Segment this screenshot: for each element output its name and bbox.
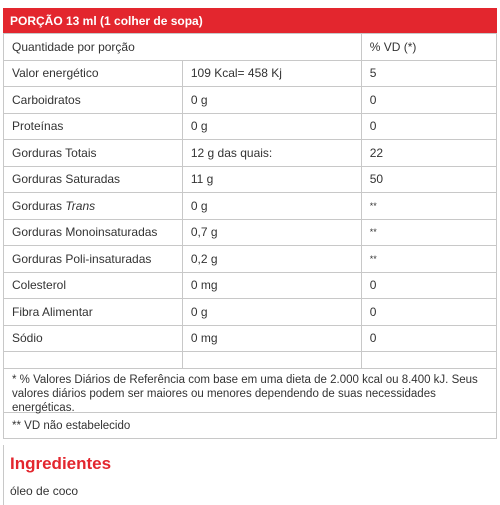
nutrient-vd: ** <box>361 193 496 220</box>
nutrient-name: Proteínas <box>4 113 183 140</box>
nutrient-amount: 0,7 g <box>182 219 361 246</box>
nutrient-amount: 0 mg <box>182 272 361 299</box>
nutrient-vd: 50 <box>361 166 496 193</box>
nutrient-vd: 0 <box>361 299 496 326</box>
nutrition-panel <box>3 8 497 505</box>
nutrient-name-italic: Trans <box>65 198 96 213</box>
table-row-empty <box>4 352 497 369</box>
ingredients-section <box>3 445 497 505</box>
nutrient-name: Carboidratos <box>4 87 183 114</box>
table-row <box>4 219 497 246</box>
header-vd: % VD (*) <box>361 34 496 61</box>
table-row <box>4 325 497 352</box>
table-row <box>4 140 497 167</box>
table-row <box>4 87 497 114</box>
table-row <box>4 166 497 193</box>
portion-label: PORÇÃO 13 ml (1 colher de sopa) <box>10 13 203 28</box>
nutrient-vd: ** <box>361 219 496 246</box>
nutrient-name: Sódio <box>4 325 183 352</box>
portion-header <box>3 8 497 33</box>
table-row <box>4 113 497 140</box>
nutrient-name: Valor energético <box>4 60 183 87</box>
nutrient-name: Gorduras Saturadas <box>4 166 183 193</box>
nutrient-amount: 109 Kcal= 458 Kj <box>182 60 361 87</box>
nutrient-vd: 5 <box>361 60 496 87</box>
empty-cell <box>4 352 183 369</box>
empty-cell <box>182 352 361 369</box>
nutrient-vd: 22 <box>361 140 496 167</box>
table-row <box>4 272 497 299</box>
nutrient-vd: 0 <box>361 325 496 352</box>
nutrient-amount: 11 g <box>182 166 361 193</box>
nutrient-name: Gorduras Totais <box>4 140 183 167</box>
nutrient-amount: 0,2 g <box>182 246 361 273</box>
nutrient-amount: 0 mg <box>182 325 361 352</box>
nutrient-vd: 0 <box>361 272 496 299</box>
daily-values-note: * % Valores Diários de Referência com base em uma dieta de 2.000 kcal ou 8.400 kJ. Seus valores diários podem ser maiores ou menores dependendo de suas necessidades energéticas. <box>3 369 497 413</box>
nutrient-name: Gorduras Poli-insaturadas <box>4 246 183 273</box>
nutrient-vd: ** <box>361 246 496 273</box>
nutrient-amount: 0 g <box>182 193 361 220</box>
nutrient-name <box>4 193 183 220</box>
empty-cell <box>361 352 496 369</box>
nutrient-vd: 0 <box>361 113 496 140</box>
ingredients-title: Ingredientes <box>10 454 112 473</box>
table-header-row <box>4 34 497 61</box>
nutrient-name: Colesterol <box>4 272 183 299</box>
table-row <box>4 246 497 273</box>
nutrient-name: Fibra Alimentar <box>4 299 183 326</box>
not-established-note: ** VD não estabelecido <box>3 413 497 439</box>
table-row <box>4 193 497 220</box>
nutrient-amount: 0 g <box>182 299 361 326</box>
table-row <box>4 299 497 326</box>
nutrition-table <box>3 33 497 369</box>
table-row <box>4 60 497 87</box>
ingredients-text: óleo de coco <box>10 484 79 498</box>
nutrient-amount: 0 g <box>182 113 361 140</box>
nutrient-amount: 0 g <box>182 87 361 114</box>
nutrient-vd: 0 <box>361 87 496 114</box>
nutrient-name-prefix: Gorduras <box>12 198 66 213</box>
nutrient-name: Gorduras Monoinsaturadas <box>4 219 183 246</box>
header-quantity: Quantidade por porção <box>4 34 362 61</box>
nutrient-amount: 12 g das quais: <box>182 140 361 167</box>
